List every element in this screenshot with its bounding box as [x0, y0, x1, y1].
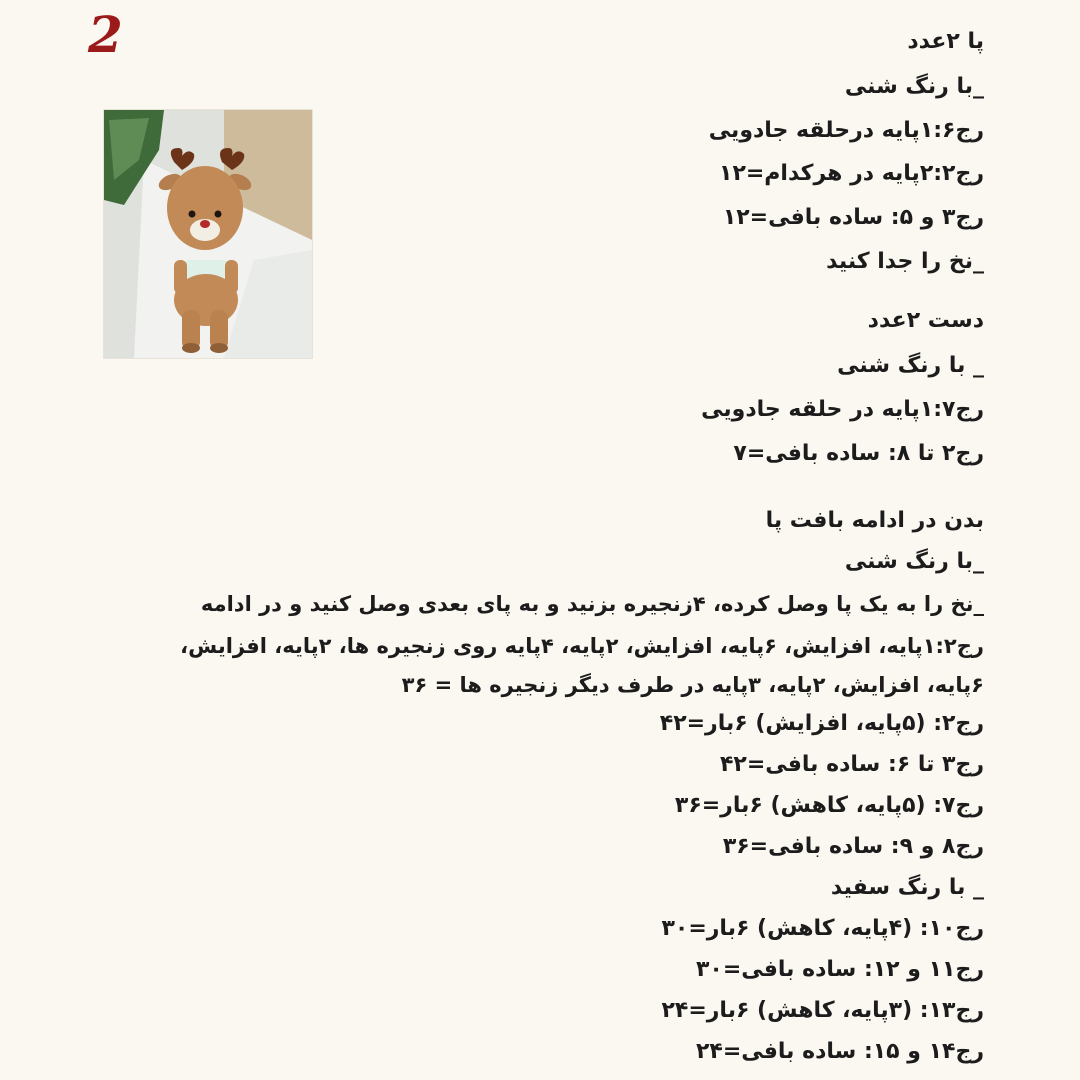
body-row: رج۲: (۵پایه، افزایش) ۶بار=۴۲	[659, 711, 984, 736]
body-row: رج۷: (۵پایه، کاهش) ۶بار=۳۶	[674, 793, 984, 818]
arms-title: دست ۲عدد	[867, 308, 984, 333]
reindeer-photo	[104, 110, 312, 358]
page-number: 2	[88, 5, 123, 64]
body-color-note: _با رنگ شنی	[844, 549, 984, 574]
arms-row: رج۱:۷پایه در حلقه جادویی	[701, 397, 984, 422]
arms-row: رج۲ تا ۸: ساده بافی=۷	[733, 441, 984, 466]
legs-title: پا ۲عدد	[907, 29, 984, 54]
body-row1-line2: ۶پایه، افزایش، ۲پایه، ۳پایه در طرف دیگر زنجیره ها = ۳۶	[401, 673, 984, 697]
legs-row: رج۳ و ۵: ساده بافی=۱۲	[722, 205, 984, 230]
body-title: بدن در ادامه بافت پا	[765, 508, 984, 533]
legs-color-note: _با رنگ شنی	[844, 74, 984, 99]
legs-end-note: _نخ را جدا کنید	[826, 249, 984, 274]
reindeer-illustration	[104, 110, 312, 358]
body-instruction: _نخ را به یک پا وصل کرده، ۴زنجیره بزنید و به پای بعدی وصل کنید و در ادامه	[200, 592, 984, 616]
body-row: رج۱۳: (۳پایه، کاهش) ۶بار=۲۴	[661, 998, 984, 1023]
arms-color-note: _ با رنگ شنی	[837, 353, 984, 378]
body-row: رج۱۱ و ۱۲: ساده بافی=۳۰	[695, 957, 984, 982]
body-row: رج۸ و ۹: ساده بافی=۳۶	[722, 834, 984, 859]
body-white-note: _ با رنگ سفید	[830, 875, 984, 900]
body-row: رج۱۰: (۴پایه، کاهش) ۶بار=۳۰	[661, 916, 984, 941]
legs-row: رج۲:۲پایه در هرکدام=۱۲	[719, 161, 984, 186]
body-row: رج۱۴ و ۱۵: ساده بافی=۲۴	[695, 1039, 984, 1064]
legs-row: رج۱:۶پایه درحلقه جادویی	[708, 118, 984, 143]
body-row: رج۳ تا ۶: ساده بافی=۴۲	[719, 752, 984, 777]
body-row1-line1: رج۱:۲پایه، افزایش، ۶پایه، افزایش، ۲پایه، ۴پایه روی زنجیره ها، ۲پایه، افزایش،	[180, 634, 984, 658]
